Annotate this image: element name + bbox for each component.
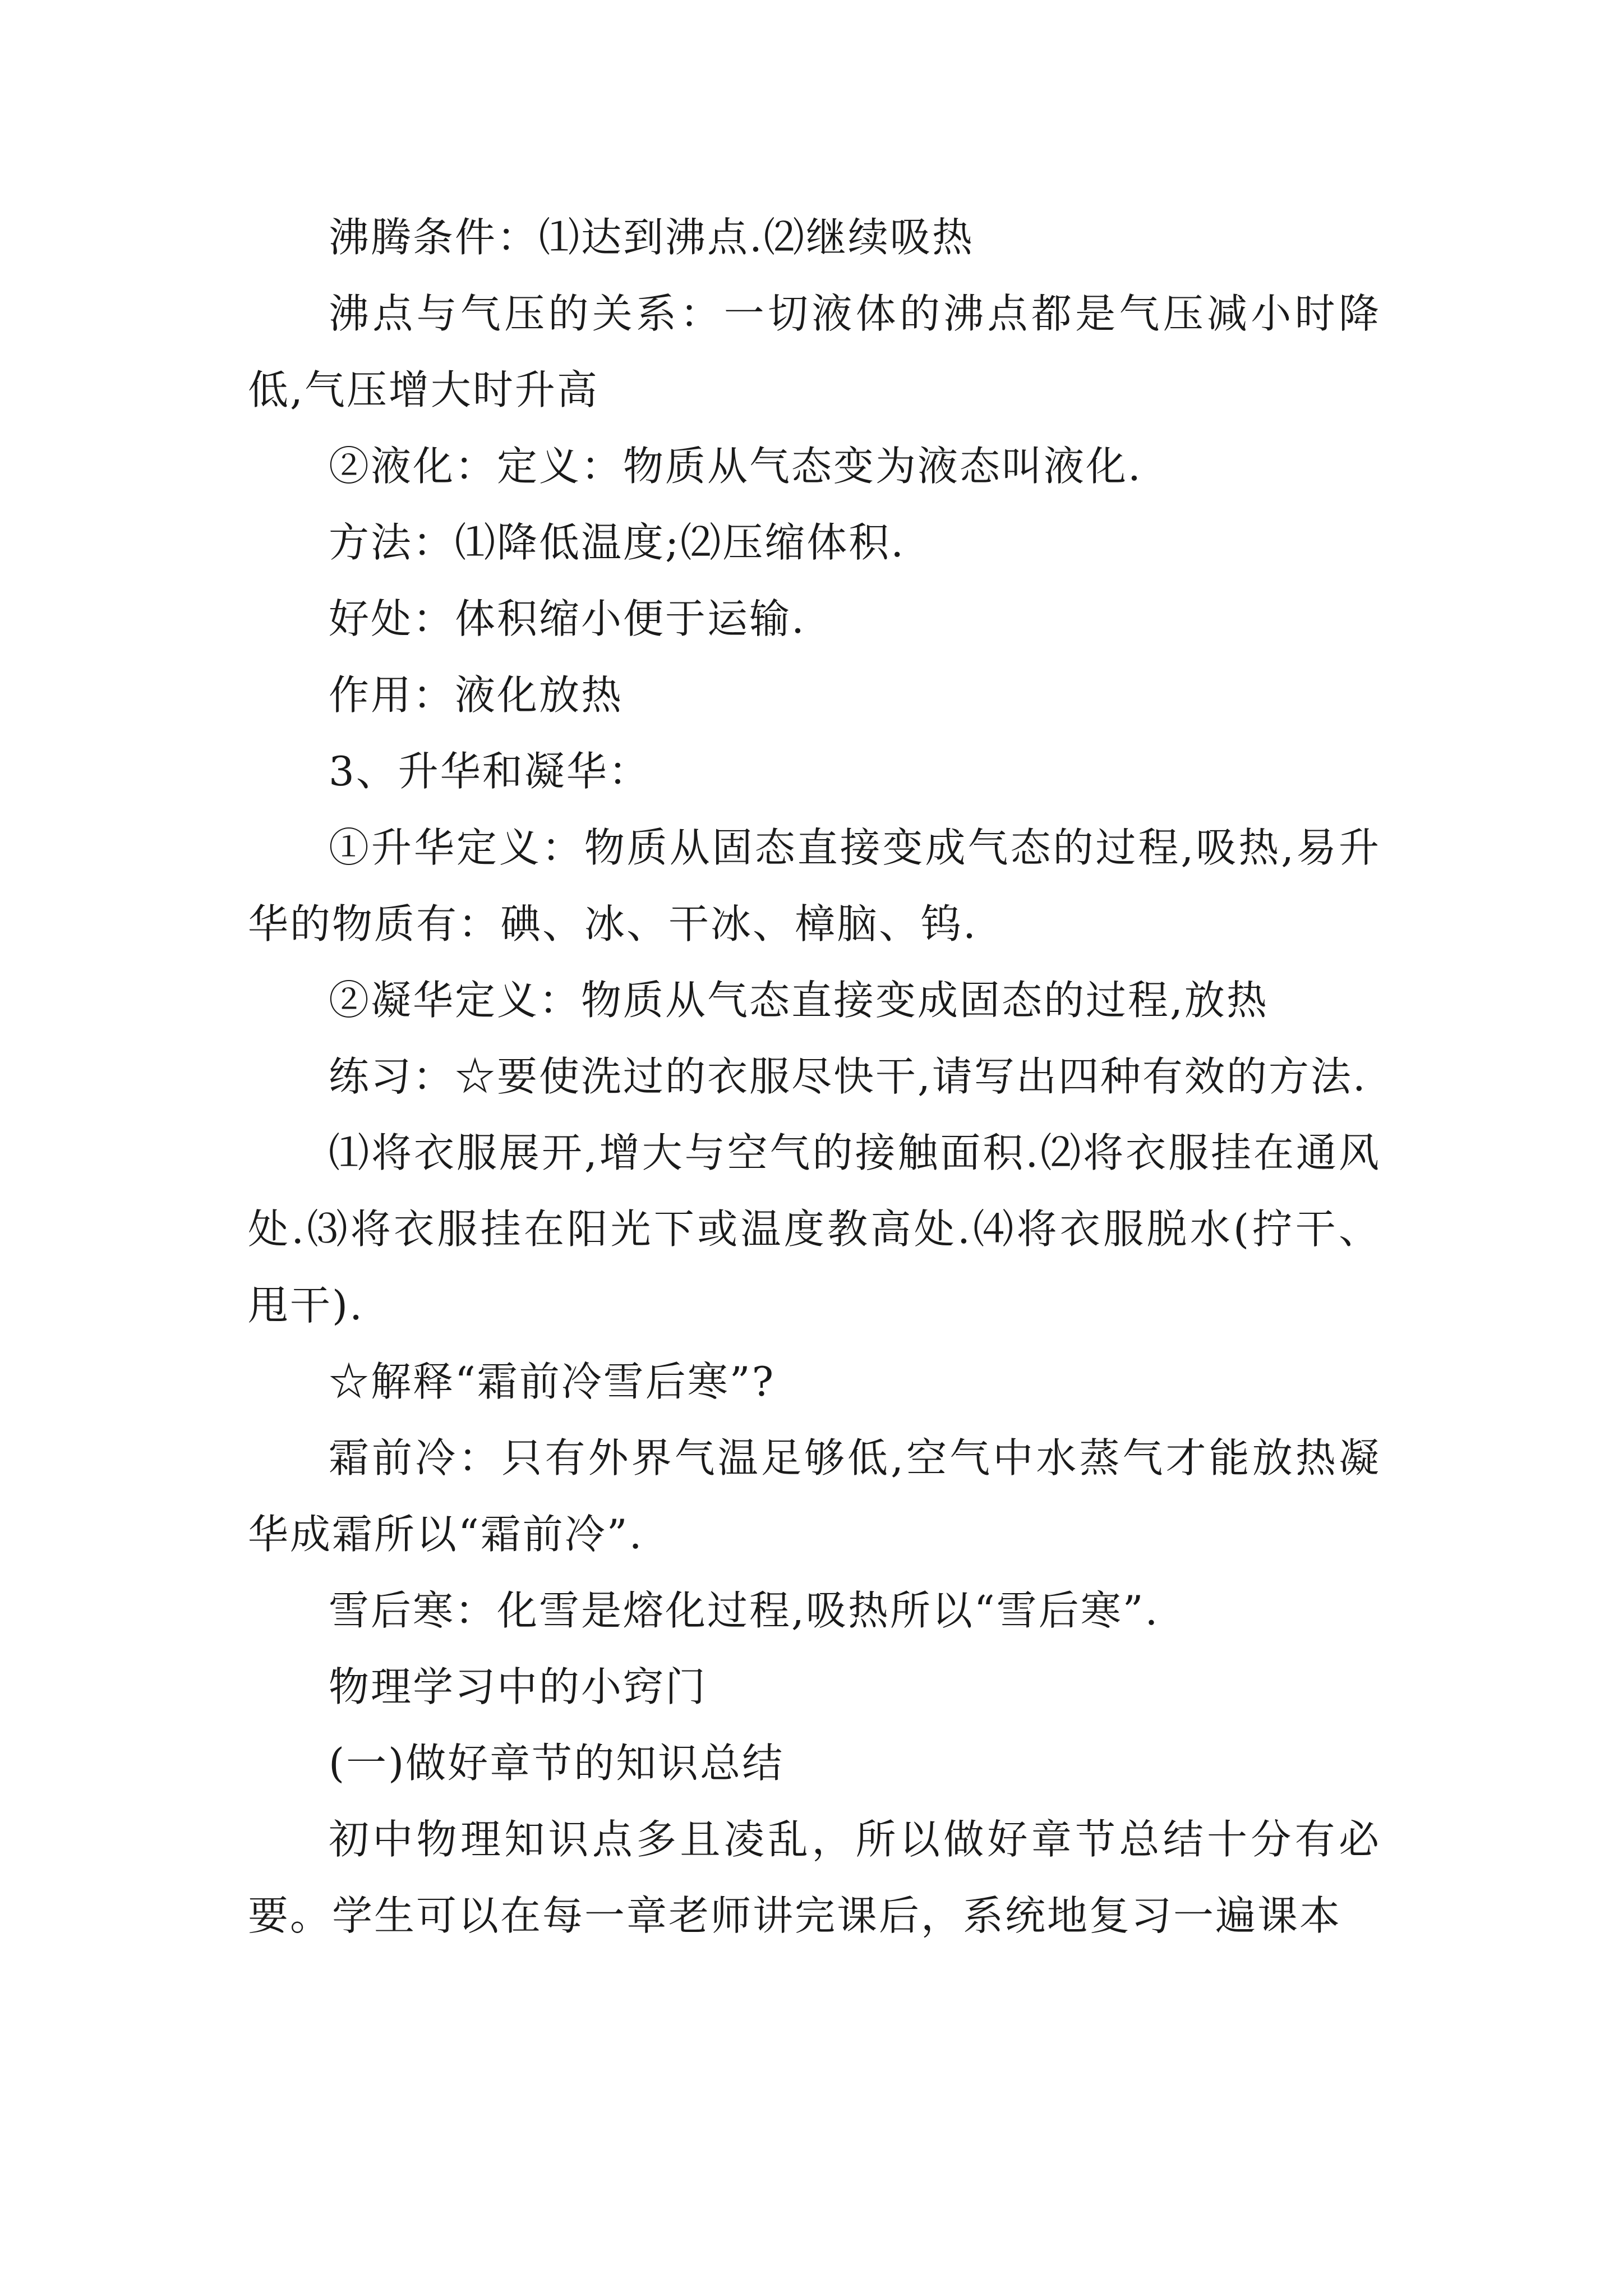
- paragraph-tips-heading: 物理学习中的小窍门: [329, 1663, 708, 1710]
- paragraph-liquefaction-effect: 作用：液化放热: [329, 671, 624, 719]
- paragraph-sublimation-heading: 3、升华和凝华：: [329, 748, 651, 795]
- paragraph-liquefaction-definition: ②液化：定义：物质从气态变为液态叫液化.: [329, 443, 1142, 490]
- paragraph-frost-question: ☆解释“霜前冷雪后寒”?: [329, 1358, 776, 1405]
- paragraph-frost-explanation: 霜前冷：只有外界气温足够低,空气中水蒸气才能放热凝华成霜所以“霜前冷”.: [248, 1434, 1381, 1558]
- paragraph-boiling-conditions: 沸腾条件：⑴达到沸点.⑵继续吸热: [329, 214, 974, 261]
- paragraph-exercise-answer: ⑴将衣服展开,增大与空气的接触面积.⑵将衣服挂在通风处.⑶将衣服挂在阳光下或温度教高处.⑷将衣服脱水(拧干、甩干).: [248, 1129, 1381, 1329]
- paragraph-liquefaction-benefit: 好处：体积缩小便于运输.: [329, 595, 806, 642]
- paragraph-boiling-pressure: 沸点与气压的关系：一切液体的沸点都是气压减小时降低,气压增大时升高: [248, 290, 1381, 413]
- paragraph-tip-one-heading: (一)做好章节的知识总结: [329, 1740, 785, 1787]
- paragraph-deposition-definition: ②凝华定义：物质从气态直接变成固态的过程,放热: [329, 977, 1269, 1024]
- paragraph-snow-explanation: 雪后寒：化雪是熔化过程,吸热所以“雪后寒”.: [329, 1587, 1160, 1634]
- paragraph-exercise-question: 练习：☆要使洗过的衣服尽快干,请写出四种有效的方法.: [329, 1053, 1367, 1100]
- document-body: [248, 199, 1381, 1954]
- paragraph-tip-one-body: 初中物理知识点多且凌乱，所以做好章节总结十分有必要。学生可以在每一章老师讲完课后，系统地复习一遍课本: [248, 1816, 1381, 1939]
- paragraph-liquefaction-methods: 方法：⑴降低温度;⑵压缩体积.: [329, 519, 906, 566]
- paragraph-sublimation-definition: ①升华定义：物质从固态直接变成气态的过程,吸热,易升华的物质有：碘、冰、干冰、樟脑、钨.: [248, 824, 1381, 947]
